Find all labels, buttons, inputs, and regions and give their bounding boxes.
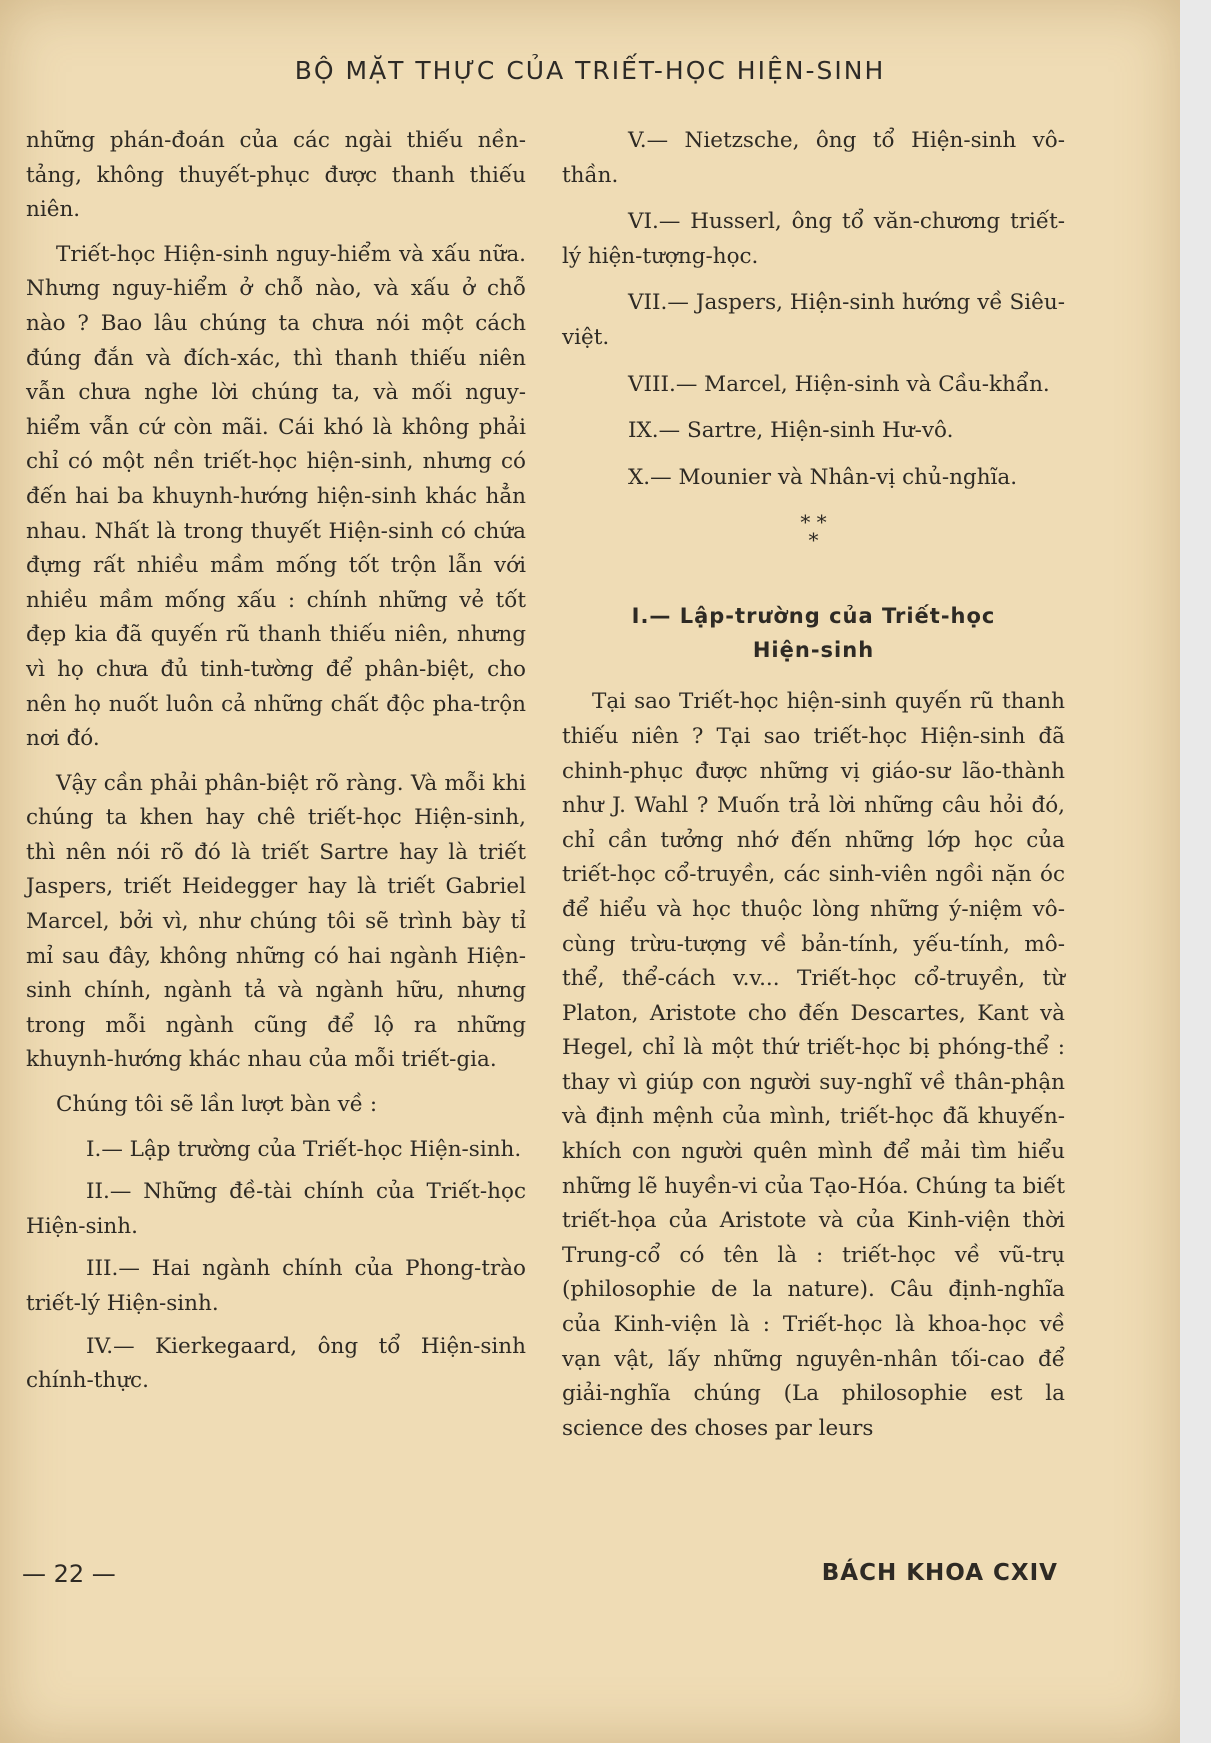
separator-stars-top: * * [800, 510, 827, 535]
toc-item: I.— Lập trường của Triết-học Hiện-sinh. [86, 1136, 522, 1162]
paragraph: những phán-đoán của các ngài thiếu nền-tảng, không thuyết-phục được thanh thiếu niên. [26, 128, 526, 223]
table-of-contents-continued [562, 124, 1065, 495]
section-title-line: Hiện-sinh [752, 638, 875, 663]
right-column [562, 124, 1065, 1456]
toc-item: V.— Nietzsche, ông tổ Hiện-sinh vô-thần. [562, 128, 1065, 188]
paragraph: Vậy cần phải phân-biệt rõ ràng. Và mỗi khi chúng ta khen hay chê triết-học Hiện-sinh, thì nên nói rõ đó là triết Sartre hay là triết Jaspers, triết Heidegger hay là triết Gabriel Marcel, bởi vì, như chúng tôi sẽ trình bày tỉ mỉ sau đây, không những có hai ngành Hiện-sinh chính, ngành tả và ngành hữu, nhưng trong mỗi ngành cũng để lộ ra những khuynh-hướng khác nhau của mỗi triết-gia. [26, 770, 526, 1073]
table-of-contents [26, 1133, 526, 1399]
toc-item: IX.— Sartre, Hiện-sinh Hư-vô. [628, 418, 954, 444]
section-title-line: I.— Lập-trường của Triết-học [631, 604, 996, 629]
section-title [562, 599, 1065, 667]
page-header: BỘ MẶT THỰC CỦA TRIẾT-HỌC HIỆN-SINH [294, 56, 886, 85]
journal-name: BÁCH KHOA CXIV [821, 1560, 1058, 1586]
paragraph: Chúng tôi sẽ lần lượt bàn về : [56, 1092, 378, 1118]
page-number: — 22 — [22, 1560, 116, 1588]
paragraph: Tại sao Triết-học hiện-sinh quyến rũ thanh thiếu niên ? Tại sao triết-học Hiện-sinh đã chinh-phục được những vị giáo-sư lão-thành như J. Wahl ? Muốn trả lời những câu hỏi đó, chỉ cần tưởng nhớ đến những lớp học của triết-học cổ-truyền, các sinh-viên ngồi nặn óc để hiểu và học thuộc lòng những ý-niệm vô-cùng trừu-tượng về bản-tính, yếu-tính, mô-thể, thể-cách v.v... Triết-học cổ-truyền, từ Platon, Aristote cho đến Descartes, Kant và Hegel, chỉ là một thứ triết-học bị phóng-thể : thay vì giúp con người suy-nghĩ về thân-phận và định mệnh của mình, triết-học đã khuyến-khích con người quên mình để mải tìm hiểu những lẽ huyền-vi của Tạo-Hóa. Chúng ta biết triết-họa của Aristote và của Kinh-viện thời Trung-cổ có tên là : triết-học về vũ-trụ (philosophie de la nature). Câu định-nghĩa của Kinh-viện là : Triết-học là khoa-học về vạn vật, lấy những nguyên-nhân tối-cao để giải-nghĩa chúng (La philosophie est la science des choses par leurs [562, 689, 1065, 1441]
toc-item: II.— Những đề-tài chính của Triết-học Hiện-sinh. [26, 1179, 526, 1239]
paragraph: Triết-học Hiện-sinh nguy-hiểm và xấu nữa. Nhưng nguy-hiểm ở chỗ nào, và xấu ở chỗ nào ? Bao lâu chúng ta chưa nói một cách đúng đắn và đích-xác, thì thanh thiếu niên vẫn chưa nghe lời chúng ta, và mối nguy-hiểm vẫn cứ còn mãi. Cái khó là không phải chỉ có một nền triết-học hiện-sinh, nhưng có đến hai ba khuynh-hướng hiện-sinh khác hẳn nhau. Nhất là trong thuyết Hiện-sinh có chứa đựng rất nhiều mầm mống tốt trộn lẫn với nhiều mầm mống xấu : chính những vẻ tốt đẹp kia đã quyến rũ thanh thiếu niên, nhưng vì họ chưa đủ tinh-tường để phân-biệt, cho nên họ nuốt luôn cả những chất độc pha-trộn nơi đó. [26, 241, 526, 752]
toc-item: IV.— Kierkegaard, ông tổ Hiện-sinh chính-thực. [26, 1333, 526, 1394]
toc-item: VII.— Jaspers, Hiện-sinh hướng về Siêu-việt. [562, 290, 1065, 350]
left-column [26, 124, 526, 1407]
toc-item: VI.— Husserl, ông tổ văn-chương triết-lý hiện-tượng-học. [562, 209, 1065, 269]
toc-item: III.— Hai ngành chính của Phong-trào triết-lý Hiện-sinh. [26, 1256, 526, 1316]
section-separator [562, 510, 1065, 553]
toc-item: X.— Mounier và Nhân-vị chủ-nghĩa. [628, 464, 1018, 490]
separator-star-bottom: * [808, 528, 819, 553]
toc-item: VIII.— Marcel, Hiện-sinh và Cầu-khẩn. [628, 371, 1050, 397]
